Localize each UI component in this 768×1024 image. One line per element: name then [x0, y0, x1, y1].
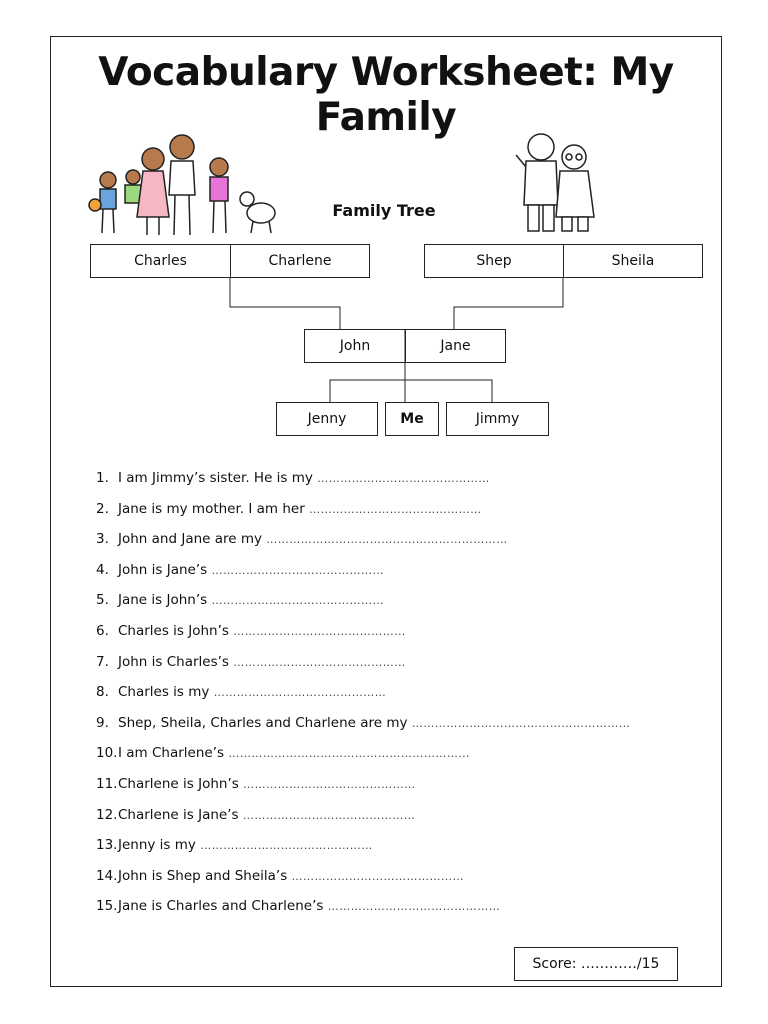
answer-blank[interactable]: ……………………………………… [213, 686, 387, 700]
question-item: 11.Charlene is John’s ……………………………………… [96, 775, 416, 792]
person-name: John [339, 338, 371, 354]
question-item: 8. Charles is my ……………………………………… [96, 684, 387, 701]
child-box-jenny [276, 402, 378, 436]
answer-blank[interactable]: ……………………………………… [243, 777, 416, 791]
question-item: 15.Jane is Charles and Charlene’s ……………………………………… [96, 898, 501, 915]
answer-blank[interactable]: ……………………………………………………… [228, 747, 470, 761]
person-name: Jane [440, 338, 471, 354]
question-item: 9. Shep, Sheila, Charles and Charlene are my ………………………………………………… [96, 714, 631, 731]
answer-blank[interactable]: ……………………………………… [309, 502, 482, 516]
answer-blank[interactable]: ……………………………………… [233, 624, 406, 638]
question-item: 3. John and Jane are my ……………………………………………………… [96, 531, 508, 548]
grandparent-box-charles [90, 244, 231, 278]
question-item: 13.Jenny is my ……………………………………… [96, 837, 373, 854]
question-item: 2. Jane is my mother. I am her ……………………………………… [96, 500, 482, 517]
question-item: 7. John is Charles’s ……………………………………… [96, 653, 406, 670]
grandparent-box-sheila [563, 244, 703, 278]
family-tree-label: Family Tree [332, 201, 436, 220]
answer-blank[interactable]: ……………………………………… [211, 594, 384, 608]
answer-blank[interactable]: ……………………………………… [242, 808, 416, 822]
person-name: Shep [476, 253, 512, 269]
page-title: Vocabulary Worksheet: My Family [98, 50, 674, 140]
parent-box-jane [405, 329, 506, 363]
person-name: Me [400, 411, 424, 427]
grandparent-box-charlene [230, 244, 370, 278]
question-item: 4. John is Jane’s ……………………………………… [96, 561, 384, 578]
answer-blank[interactable]: ……………………………………… [200, 839, 373, 853]
child-box-jimmy [446, 402, 549, 436]
answer-blank[interactable]: ……………………………………… [211, 563, 384, 577]
grandparent-box-shep [424, 244, 564, 278]
person-name: Jenny [307, 411, 347, 427]
question-item: 1. I am Jimmy’s sister. He is my ……………………………………… [96, 470, 490, 486]
question-item: 12.Charlene is Jane’s ……………………………………… [96, 806, 416, 823]
question-item: 6. Charles is John’s ……………………………………… [96, 622, 406, 639]
question-item: 5. Jane is John’s ……………………………………… [96, 592, 384, 609]
person-name: Jimmy [475, 411, 520, 427]
answer-blank[interactable]: ……………………………………… [327, 900, 501, 914]
parent-box-john [304, 329, 406, 363]
question-item: 10.I am Charlene’s ……………………………………………………… [96, 745, 470, 762]
answer-blank[interactable]: ……………………………………… [317, 472, 490, 485]
person-name: Charlene [268, 253, 332, 269]
answer-blank[interactable]: ……………………………………… [291, 869, 465, 883]
person-name: Charles [134, 253, 187, 269]
answer-blank[interactable]: ……………………………………… [233, 655, 406, 669]
answer-blank[interactable]: ……………………………………………………… [266, 533, 508, 547]
child-box-me [385, 402, 439, 436]
question-item: 14.John is Shep and Sheila’s ……………………………………… [96, 867, 465, 884]
score-box: Score: …………/15 [514, 947, 678, 981]
question-list [96, 470, 630, 929]
answer-blank[interactable]: ………………………………………………… [411, 716, 631, 730]
person-name: Sheila [611, 253, 655, 269]
